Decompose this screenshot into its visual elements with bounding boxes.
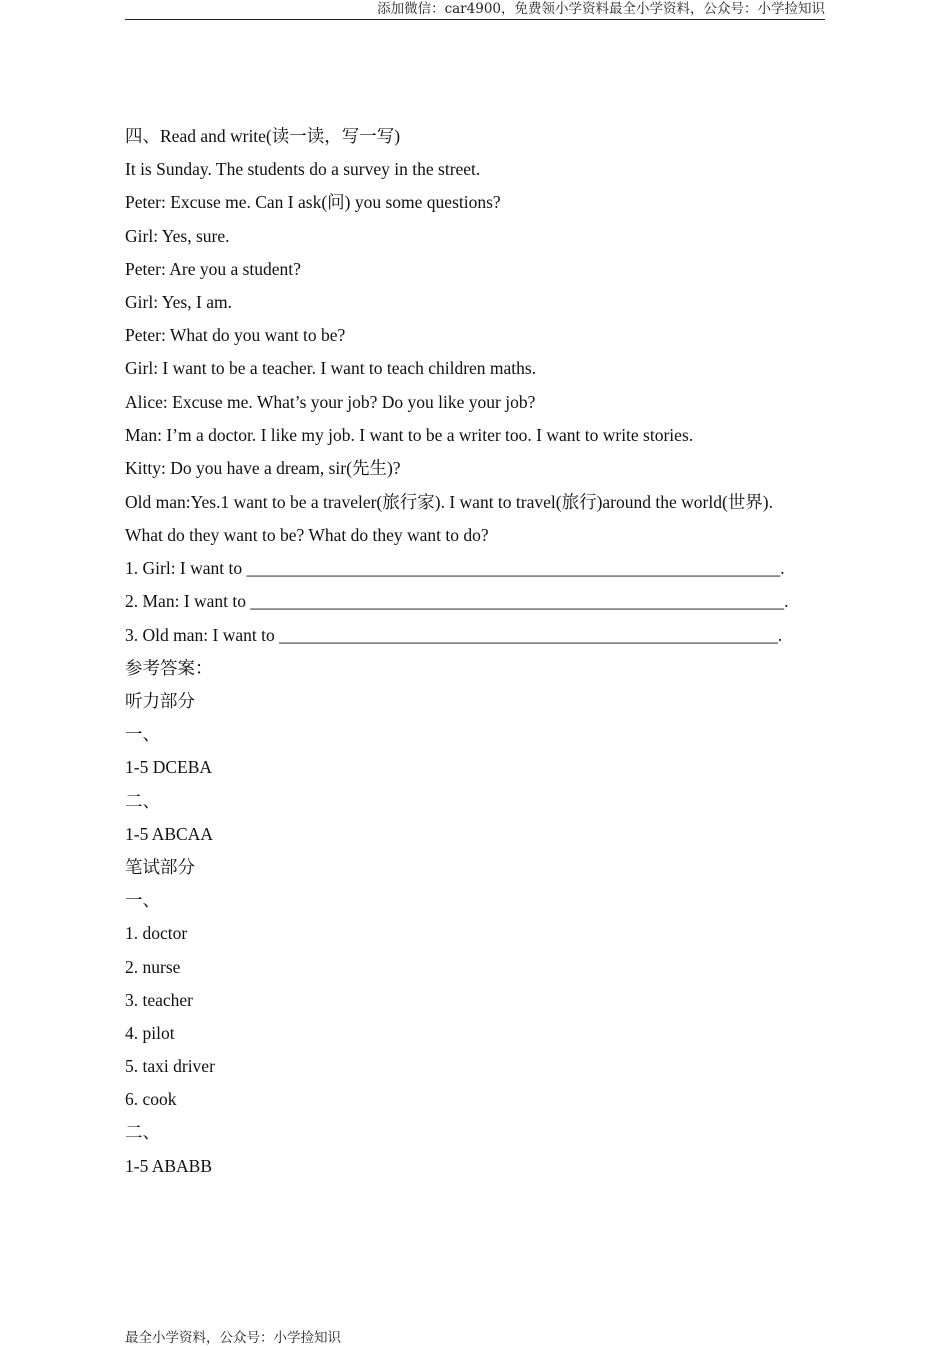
dialogue-line: Peter: Excuse me. Can I ask(问) you some questions? [125,192,501,213]
listening-part2-label: 二、 [125,790,160,811]
listening-part1-answer: 1-5 DCEBA [125,757,213,778]
writing-title: 笔试部分 [125,856,195,877]
listening-part2-answer: 1-5 ABCAA [125,823,213,844]
dialogue-line: Peter: What do you want to be? [125,325,346,346]
intro-text: It is Sunday. The students do a survey in the street. [125,159,481,180]
listening-part1-label: 一、 [125,724,160,745]
dialogue-line: Girl: Yes, sure. [125,225,230,246]
dialogue-line: Man: I’m a doctor. I like my job. I want to be a writer too. I want to write stories. [125,424,694,445]
writing-part2-answer: 1-5 ABABB [125,1155,213,1176]
writing-part2-label: 二、 [125,1122,160,1143]
dialogue-line: Old man:Yes.1 want to be a traveler(旅行家). I want to travel(旅行)around the world(世界). [125,492,773,513]
answer-item: 3. teacher [125,989,194,1010]
answer-item: 4. pilot [125,1022,175,1043]
page-header: 添加微信：car4900，免费领小学资料最全小学资料，公众号：小学捡知识 [125,0,825,20]
blank-line: 3. Old man: I want to _________________________________________________________. [125,624,783,645]
dialogue-line: Girl: I want to be a teacher. I want to teach children maths. [125,358,537,379]
answer-item: 6. cook [125,1089,177,1110]
question-text: What do they want to be? What do they want to do? [125,525,489,546]
blank-line: 1. Girl: I want to _____________________________________________________________. [125,558,785,579]
answer-item: 1. doctor [125,923,188,944]
answer-item: 5. taxi driver [125,1056,215,1077]
blank-line: 2. Man: I want to _____________________________________________________________. [125,591,789,612]
answer-item: 2. nurse [125,956,181,977]
dialogue-line: Kitty: Do you have a dream, sir(先生)? [125,457,401,478]
page-content [125,120,825,1183]
dialogue-line: Alice: Excuse me. What’s your job? Do you like your job? [125,391,536,412]
listening-title: 听力部分 [125,691,195,711]
page-footer: 最全小学资料，公众号：小学捡知识 [125,1330,341,1346]
answers-title: 参考答案： [125,657,213,678]
dialogue-line: Girl: Yes, I am. [125,291,232,312]
dialogue-line: Peter: Are you a student? [125,258,301,279]
section-title: 四、Read and write(读一读，写一写) [125,126,401,146]
writing-part1-label: 一、 [125,890,160,911]
